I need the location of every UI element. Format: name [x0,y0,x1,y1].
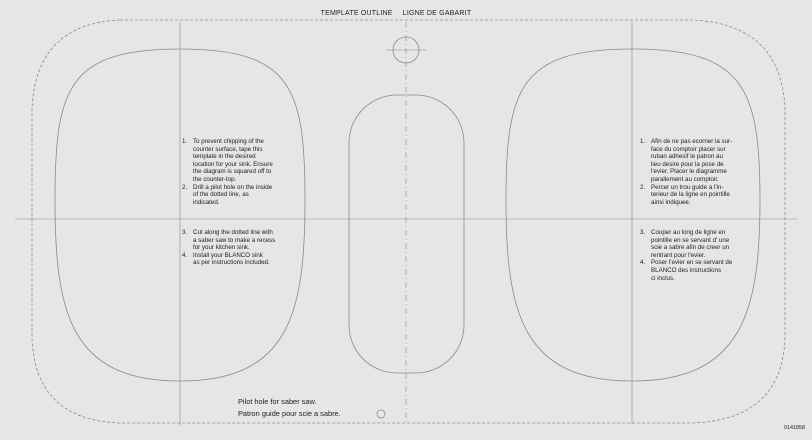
french-instructions-part-1 [640,138,765,206]
step-text: Afin de ne pas ecorner la sur- face du comptoir placer sur ruban adhesif le patron au lieu desire pour la pose de l'evier. Placer le diagramme parallement au comptoir. [651,138,733,183]
instruction-step [182,184,302,207]
step-number: 3. [182,229,188,236]
pilot-hole-note [238,396,341,420]
step-text: To prevent chipping of the counter surface, tape this template in the desired location for your sink. Ensure the diagram is squared off to the counter-top. [193,138,273,183]
step-number: 1. [182,138,188,145]
step-text: Couper au long de ligne en pointille en se servant d' une scie a sabre afin de creer un rentrant pour l'evier. [651,229,730,259]
step-number: 4. [182,251,188,259]
english-instructions-part-1 [182,138,302,206]
step-text: Install your BLANCO sink as per instructions included. [193,251,270,267]
step-number: 1. [640,138,646,145]
step-text: Poser l'evier en se servant de BLANCO des instructions ci inclus. [651,259,733,282]
outer-cut-outline [32,20,785,423]
step-number: 3. [640,229,646,236]
english-instructions-part-2 [182,229,312,267]
step-text: Percer un trou guide a l'in- terieur de la ligne en pointille ainsi indiquee. [651,183,730,206]
instruction-step [182,252,312,267]
pilot-hole-label-english: Pilot hole for saber saw. [238,397,317,406]
instruction-step [182,229,312,252]
template-title [0,10,792,17]
instruction-step [640,229,765,259]
instruction-step [640,138,765,184]
right-bowl-outline [506,49,760,381]
step-text: Cut along the dotted line with a saber saw to make a recess for your kitchen sink. [193,229,276,252]
step-number: 2. [640,183,646,191]
step-number: 2. [182,183,188,191]
pilot-hole-label-french: Patron guide pour scie a sabre. [238,409,341,418]
drawing-code: 0141858 [784,425,805,431]
step-number: 4. [640,259,646,267]
instruction-step [182,138,302,184]
title-english: TEMPLATE OUTLINE [320,10,393,17]
instruction-step [640,259,765,282]
step-text: Drill a pilot hole on the inside of the dotted line, as indicated. [193,183,273,206]
pilot-hole-marker [377,410,385,418]
title-french: LIGNE DE GABARIT [402,10,472,17]
french-instructions-part-2 [640,229,765,282]
instruction-step [640,184,765,207]
center-bowl-outline [349,95,464,373]
